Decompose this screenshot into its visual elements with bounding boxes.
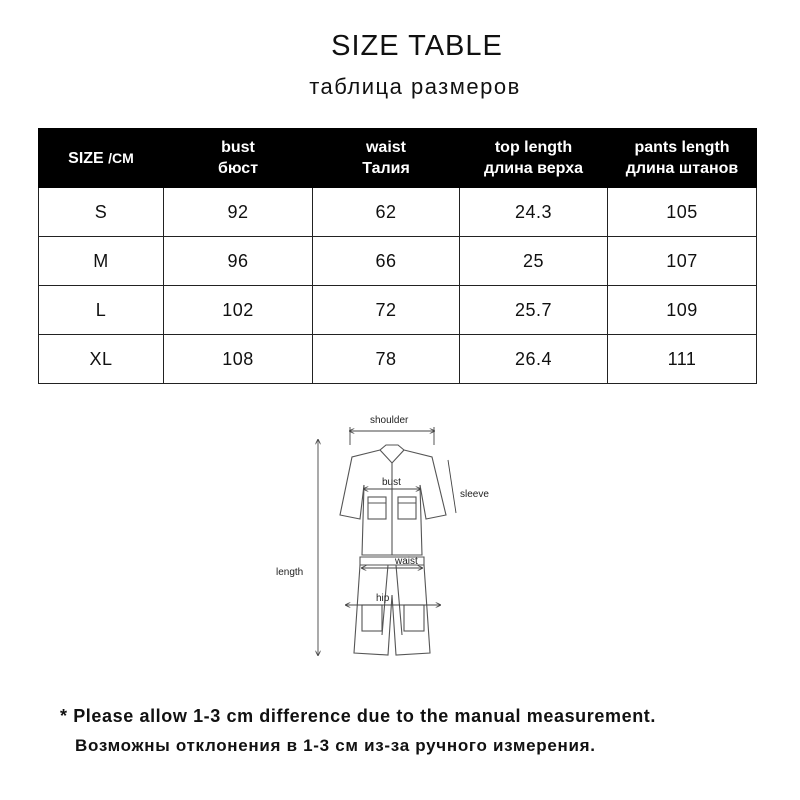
label-shoulder: shoulder [370, 415, 409, 426]
label-waist: waist [395, 556, 418, 567]
header-top-length-en: top length [494, 139, 573, 156]
cell-waist: 66 [313, 237, 460, 286]
label-length: length [276, 567, 304, 578]
cell-pants-length: 107 [608, 237, 757, 286]
header-bust-en: bust [221, 139, 255, 156]
header-waist-en: waist [365, 139, 406, 156]
header-size [39, 129, 164, 188]
table-row [39, 335, 757, 384]
cell-bust: 102 [164, 286, 313, 335]
label-bust: bust [382, 477, 401, 488]
cell-pants-length: 109 [608, 286, 757, 335]
cell-waist: 62 [313, 188, 460, 237]
measurement-lines [318, 427, 456, 655]
header-size-label: SIZE [68, 149, 104, 167]
cell-pants-length: 111 [608, 335, 757, 384]
header-pants-length [608, 129, 757, 188]
cell-bust: 92 [164, 188, 313, 237]
cell-size: S [39, 188, 164, 237]
garment-diagram [270, 405, 510, 685]
cell-waist: 72 [313, 286, 460, 335]
cell-top-length: 26.4 [460, 335, 608, 384]
cell-pants-length: 105 [608, 188, 757, 237]
diagram-labels [276, 415, 489, 604]
size-table [38, 128, 757, 384]
jumpsuit-sketch [270, 405, 510, 685]
table-row [39, 188, 757, 237]
cell-top-length: 24.3 [460, 188, 608, 237]
cell-size: L [39, 286, 164, 335]
table-row [39, 286, 757, 335]
header-bust [164, 129, 313, 188]
header-pants-length-en: pants length [634, 139, 730, 156]
note-english: * Please allow 1-3 cm difference due to the manual measurement. [60, 706, 656, 726]
cell-size: M [39, 237, 164, 286]
cell-top-length: 25.7 [460, 286, 608, 335]
label-hip: hip [376, 593, 390, 604]
page-title: SIZE TABLE [331, 30, 503, 62]
label-sleeve: sleeve [460, 489, 489, 500]
page-subtitle: таблица размеров [309, 74, 521, 99]
cell-waist: 78 [313, 335, 460, 384]
cell-top-length: 25 [460, 237, 608, 286]
cell-bust: 96 [164, 237, 313, 286]
table-header-row [39, 129, 757, 188]
header-waist [313, 129, 460, 188]
header-top-length-ru: длина верха [483, 160, 584, 177]
header-bust-ru: бюст [217, 160, 259, 177]
header-waist-ru: Талия [362, 160, 410, 177]
header-size-unit: /CM [108, 149, 134, 166]
cell-size: XL [39, 335, 164, 384]
header-top-length [460, 129, 608, 188]
header-pants-length-ru: длина штанов [625, 160, 739, 177]
note-russian: Возможны отклонения в 1-3 см из-за ручного измерения. [75, 736, 596, 755]
cell-bust: 108 [164, 335, 313, 384]
table-row [39, 237, 757, 286]
